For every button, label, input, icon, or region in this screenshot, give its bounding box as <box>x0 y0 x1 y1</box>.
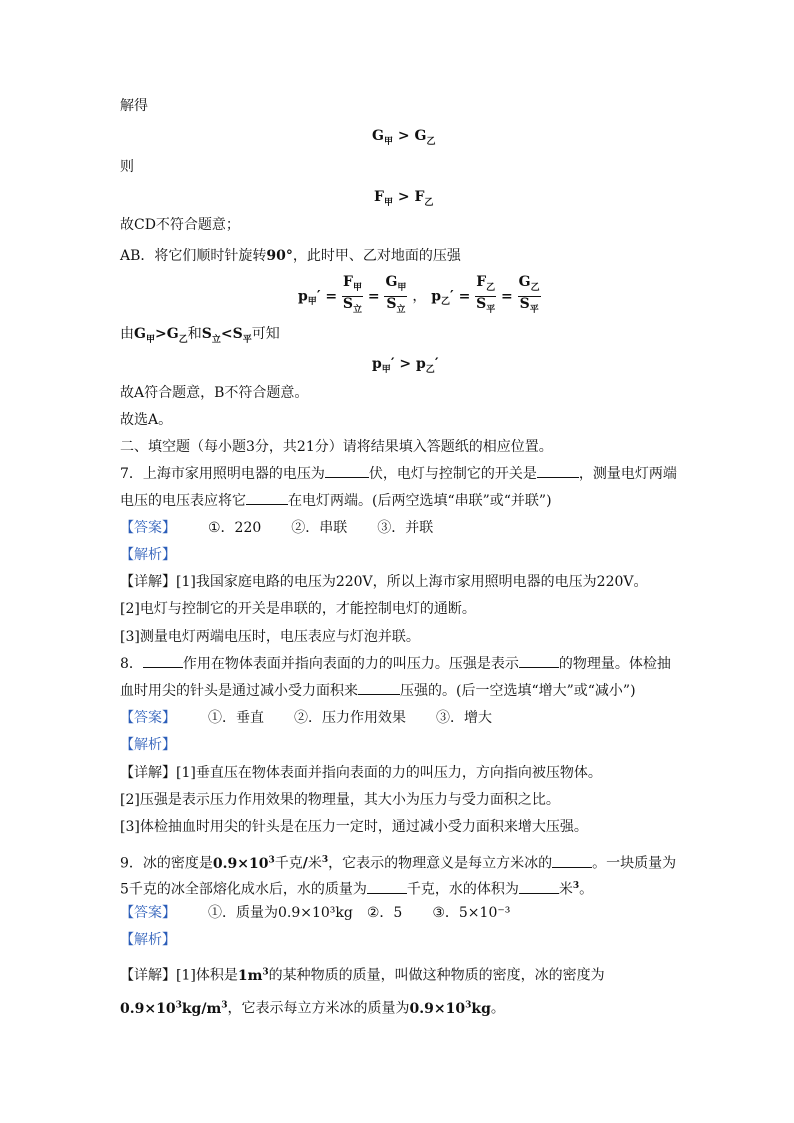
q9-detail-1: 【详解】[1]体积是$1m^3$的某种物质的质量，叫做这种物质的密度，冰的密度为 <box>120 967 605 984</box>
q8-detail-2: [2]压强是表示压力作用效果的物理量，其大小为压力与受力面积之比。 <box>120 792 560 808</box>
q7-detail-2: [2]电灯与控制它的开关是串联的，才能控制电灯的通断。 <box>120 601 476 617</box>
q9-line1: 9．冰的密度是$0.9\times 10^3$千克/米$^3$，它表示的物理意义是每立方米冰的 。一块质量为 <box>120 855 677 872</box>
formula-f-compare: $F_甲 > F_乙$ <box>374 189 434 208</box>
q7-line1: 7．上海市家用照明电器的电压为 伏，电灯与控制它的开关是 ，测量电灯两端 <box>120 466 677 482</box>
q7-blank-3 <box>246 491 288 505</box>
text-a-correct: 故A符合题意，B不符合题意。 <box>120 385 309 401</box>
q9-blank-1 <box>552 854 592 868</box>
text-ab-rotate: AB．将它们顺时针旋转90°，此时甲、乙对地面的压强 <box>120 248 461 264</box>
q8-blank-3 <box>358 681 400 695</box>
q8-analysis-tag: 【解析】 <box>120 737 176 753</box>
q7-detail-1: 【详解】[1]我国家庭电路的电压为220V，所以上海市家用照明电器的电压为220V。 <box>120 574 648 590</box>
q9-line2: 5千克的冰全部熔化成水后，水的质量为 千克，水的体积为 米$^3$。 <box>120 881 594 898</box>
q8-detail-3: [3]体检抽血时用尖的针头是在压力一定时，通过减小受力面积来增大压强。 <box>120 819 588 835</box>
q8-blank-1 <box>143 654 183 668</box>
formula-p-compare: $p_甲' > p_乙'$ <box>372 356 439 375</box>
text-from-condition: 由$G_甲>G_乙$和$S_立<S_平$可知 <box>120 326 280 345</box>
text-cd-incorrect: 故CD不符合题意； <box>120 217 240 233</box>
q8-detail-1: 【详解】[1]垂直压在物体表面并指向表面的力的叫压力，方向指向被压物体。 <box>120 765 602 781</box>
q8-answer: 【答案】 ①．垂直 ②．压力作用效果 ③．增大 <box>120 710 492 726</box>
q7-detail-3: [3]测量电灯两端电压时，电压表应与灯泡并联。 <box>120 629 420 645</box>
text-ze: 则 <box>120 159 134 175</box>
q8-blank-2 <box>519 654 559 668</box>
q9-blank-3 <box>519 880 559 894</box>
fraction-f-jia-s-li: $\frac{F_甲}{S_立}$ <box>342 274 363 315</box>
fraction-f-yi-s-ping: $\frac{F_乙}{S_平}$ <box>476 274 496 315</box>
q8-line1: 8． 作用在物体表面并指向表面的力的叫压力。压强是表示 的物理量。体检抽 <box>120 656 671 672</box>
formula-g-compare: $G_甲 > G_乙$ <box>372 128 436 147</box>
q9-answer: 【答案】 ①．质量为0.9×10³kg ②．5 ③．5×10⁻³ <box>120 905 511 921</box>
fraction-g-yi-s-ping: $\frac{G_乙}{S_平}$ <box>518 274 540 315</box>
text-jiede: 解得 <box>120 98 148 114</box>
q9-blank-2 <box>367 880 407 894</box>
text-choose-a: 故选A。 <box>120 412 173 428</box>
q7-blank-2 <box>537 464 579 478</box>
q7-line2: 电压的电压表应将它 在电灯两端。(后两空选填“串联”或“并联”) <box>120 493 552 509</box>
fraction-g-jia-s-li: $\frac{G_甲}{S_立}$ <box>385 274 407 315</box>
q7-answer: 【答案】 ①．220 ②．串联 ③．并联 <box>120 520 434 536</box>
q8-line2: 血时用尖的针头是通过减小受力面积来 压强的。(后一空选填“增大”或“减小”) <box>120 683 636 699</box>
formula-pressure: $p_甲'$ = $\frac{F_甲}{S_立}$ = $\frac{G_甲}{S_立}$ ， $p_乙'$ = $\frac{F_乙}{S_平}$ = $\frac{G_乙}{S_平}$ <box>298 275 541 321</box>
q7-analysis-tag: 【解析】 <box>120 547 176 563</box>
q9-detail-2: $0.9\times 10^3kg/m^3$，它表示每立方米冰的质量为$0.9\times 10^3kg$。 <box>120 1000 505 1017</box>
q7-blank-1 <box>325 464 369 478</box>
q9-analysis-tag: 【解析】 <box>120 932 176 948</box>
section-heading-fill-blank: 二、填空题（每小题3分，共21分）请将结果填入答题纸的相应位置。 <box>120 439 553 455</box>
